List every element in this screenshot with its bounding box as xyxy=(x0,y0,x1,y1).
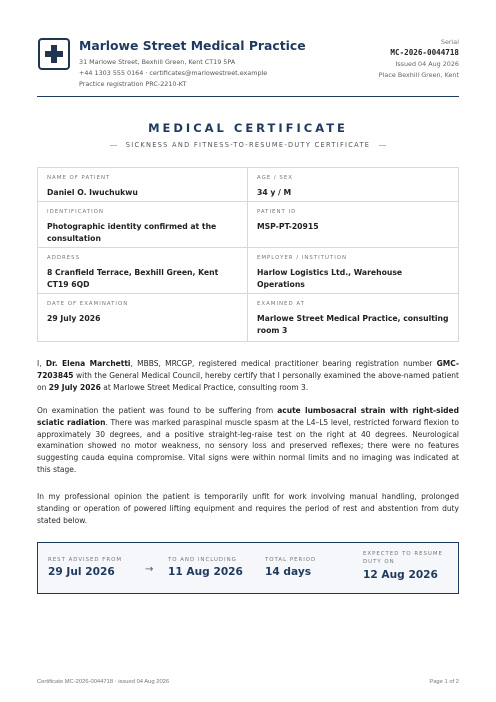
document-subtitle-row xyxy=(37,140,459,150)
serial-number: MC-2026-0044718 xyxy=(390,48,459,57)
diagnosis: acute lumbosacral strain with right-sided sciatic radiation xyxy=(37,406,459,427)
exam-date: 29 July 2026 xyxy=(47,314,101,323)
document-title: MEDICAL CERTIFICATE xyxy=(148,121,348,135)
exam-date-label: DATE OF EXAMINATION xyxy=(47,301,129,307)
text-run: On examination the patient was found to be suffering from xyxy=(37,406,278,415)
header-divider xyxy=(37,96,459,97)
identification: Photographic identity confirmed at the consultation xyxy=(47,222,217,243)
doctor-name: Dr. Elena Marchetti xyxy=(45,359,131,368)
total-period-value: 14 days xyxy=(265,566,312,578)
rest-period-box xyxy=(37,542,459,594)
patient-id: MSP-PT-20915 xyxy=(257,222,319,231)
rest-from-date: 29 Jul 2026 xyxy=(48,566,115,578)
employer-cell xyxy=(248,248,458,293)
text-run: I, xyxy=(37,359,46,368)
info-row xyxy=(38,248,458,294)
footer-certificate-ref: Certificate MC-2026-0044718 · issued 04 Aug 2026 xyxy=(37,679,170,685)
examined-at-label: EXAMINED AT xyxy=(257,301,305,307)
age-sex: 34 y / M xyxy=(257,188,292,197)
patient-address: 8 Cranfield Terrace, Bexhill Green, Kent CT19 6QD xyxy=(47,268,219,289)
arrow-right-icon: → xyxy=(145,564,154,575)
patient-id-label: PATIENT ID xyxy=(257,209,297,215)
subtitle-dash-left xyxy=(110,145,117,146)
address-cell xyxy=(38,248,248,293)
text-run: . There was marked paraspinal muscle spasm at the L4–L5 level, restricted forward flexion to approximately 30 degrees, and a positive straight-leg-raise test on the right at 40 degrees. Neurological examination showed no motor weakness, no sensory loss and preserved reflexes; there were no features suggesting cauda equina compromise. Vital signs were within normal limits and no imaging was indicated at this stage. xyxy=(37,417,459,474)
examined-at-cell xyxy=(248,294,458,341)
medical-cross-icon xyxy=(38,38,70,70)
rest-from-label: REST ADVISED FROM xyxy=(48,557,123,563)
exam-date-cell xyxy=(38,294,248,341)
issue-place: Place Bexhill Green, Kent xyxy=(378,71,459,79)
text-run: at Marlowe Street Medical Practice, consulting room 3. xyxy=(100,382,309,392)
issued-date: Issued 04 Aug 2026 xyxy=(395,60,459,68)
rest-from xyxy=(48,556,122,578)
serial-label: Serial xyxy=(440,38,459,46)
certification-paragraph xyxy=(37,358,459,393)
age-sex-label: AGE / SEX xyxy=(257,175,293,181)
identification-label: IDENTIFICATION xyxy=(47,209,104,215)
patient-info-grid xyxy=(37,167,459,342)
rest-to-label: TO AND INCLUDING xyxy=(168,557,237,563)
total-period xyxy=(265,556,316,578)
text-run: , MBBS, MRCGP, registered medical practitioner bearing registration number xyxy=(130,359,437,368)
practice-address: 31 Marlowe Street, Bexhill Green, Kent CT19 5PA xyxy=(79,58,236,66)
employer-label: EMPLOYER / INSTITUTION xyxy=(257,255,348,261)
page-number: Page 1 of 2 xyxy=(429,679,459,685)
resume-date: 12 Aug 2026 xyxy=(363,569,438,581)
patient-name: Daniel O. Iwuchukwu xyxy=(47,188,138,197)
subtitle-dash-right xyxy=(379,145,386,146)
address-label: ADDRESS xyxy=(47,255,80,261)
patient-name-cell xyxy=(38,168,248,201)
text-run: with the General Medical Council, hereby certify that I personally examined the above-named patient on xyxy=(37,370,459,392)
employer: Harlow Logistics Ltd., Warehouse Operations xyxy=(257,268,403,289)
info-row xyxy=(38,168,458,202)
info-row xyxy=(38,202,458,248)
rest-to xyxy=(168,556,243,578)
resume-duty xyxy=(363,550,443,581)
opinion-paragraph: In my professional opinion the patient is temporarily unfit for work involving manual handling, prolonged standing or operation of powered lifting equipment and requires the period of rest and abstention from duty stated below. xyxy=(37,492,459,525)
identification-cell xyxy=(38,202,248,247)
resume-label-line1: EXPECTED TO RESUME xyxy=(363,551,443,557)
total-period-label: TOTAL PERIOD xyxy=(265,557,317,563)
practice-name: Marlowe Street Medical Practice xyxy=(79,38,306,53)
info-row xyxy=(38,294,458,341)
practice-registration: Practice registration PRC-2210-KT xyxy=(79,80,187,88)
patient-id-cell xyxy=(248,202,458,247)
resume-label-line2: DUTY ON xyxy=(363,559,395,565)
patient-name-label: NAME OF PATIENT xyxy=(47,175,111,181)
examination-date: 29 July 2026 xyxy=(48,382,101,392)
document-subtitle: SICKNESS AND FITNESS-TO-RESUME-DUTY CERTIFICATE xyxy=(125,141,371,149)
findings-paragraph xyxy=(37,405,459,476)
age-sex-cell xyxy=(248,168,458,201)
examined-at: Marlowe Street Medical Practice, consulting room 3 xyxy=(257,314,449,335)
rest-to-date: 11 Aug 2026 xyxy=(168,566,243,578)
practice-contact: +44 1303 555 0164 · certificates@marlowestreet.example xyxy=(79,69,268,77)
registration-number: GMC-7203845 xyxy=(37,359,460,380)
